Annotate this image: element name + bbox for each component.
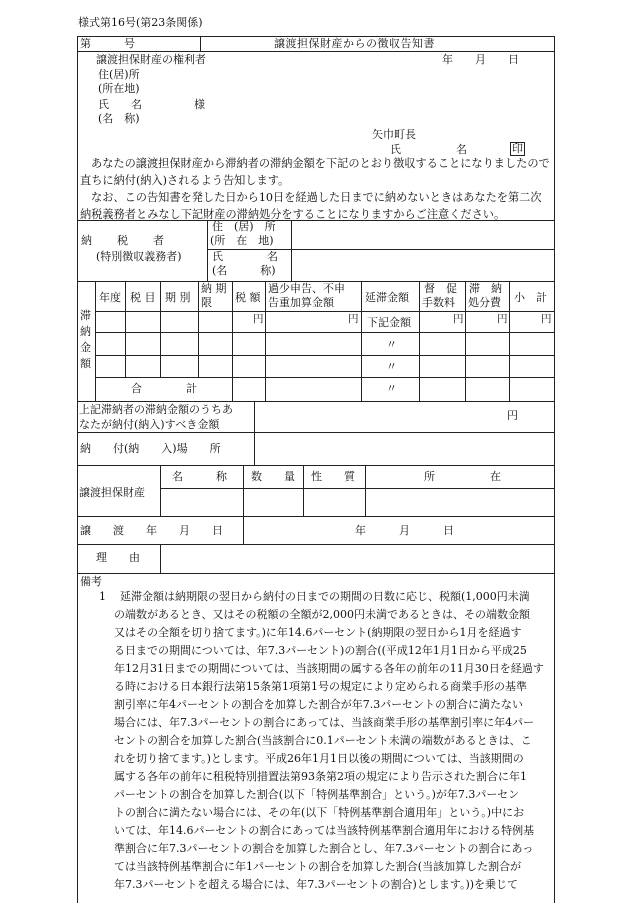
divider [77, 51, 555, 52]
collateral-location-header: 所 在 [424, 470, 501, 483]
divider [291, 220, 292, 281]
divider [77, 432, 555, 433]
ditto-mark: 〃 [386, 338, 397, 351]
header-demand-fee-2: 手数料 [422, 296, 455, 309]
taxpayer-address-label: 住 (居) 所 [212, 220, 276, 233]
remarks-line: 場合には、年7.3パーセントの割合にあっては、当該商業手形の基準割引率に年4パー [114, 716, 535, 729]
taxpayer-label: 納 税 者 [81, 234, 165, 247]
official-seal: 印 [512, 142, 523, 155]
divider [265, 281, 266, 401]
document-title: 譲渡担保財産からの徴収告知書 [274, 37, 435, 50]
divider [465, 281, 466, 401]
divider [77, 220, 555, 221]
taxpayer-location-label: (所 在 地) [210, 234, 274, 247]
header-year: 年度 [99, 291, 121, 304]
yen-unit: 円 [348, 313, 359, 325]
remarks-line: トの割合に満たない場合には、その年(以下「特例基準割合適用年」という。)中にお [114, 806, 525, 819]
divider [200, 36, 201, 51]
divider [232, 281, 233, 401]
collateral-label: 譲渡担保財産 [79, 486, 145, 499]
form-number-label: 様式第16号(第23条関係) [78, 16, 203, 29]
header-tax-item: 税 目 [130, 291, 156, 304]
delinquency-below: 下記金額 [367, 316, 411, 329]
divider [77, 401, 555, 402]
holder-address-label: 住(居)所 [98, 68, 140, 81]
holder-label: 譲渡担保財産の権利者 [96, 53, 206, 66]
reason-label: 理 由 [96, 551, 140, 564]
remarks-line: 又はその全額を切り捨てます。)に年14.6パーセント(納期限の翌日から1月を経過す [114, 626, 522, 639]
divider [198, 281, 199, 377]
divider [160, 465, 161, 516]
issuer-name-label: 氏 名 [390, 143, 467, 156]
divider [77, 544, 555, 545]
remarks-line: いては、年14.6パーセントの割合にあっては当該特例基準割合適用年における特例基 [114, 824, 535, 837]
collateral-name-header: 名 称 [172, 470, 227, 483]
remarks-item-number: 1 [99, 590, 106, 603]
remarks-line: パーセントの割合を加算した割合(以下「特例基準割合」という。)が年7.3パーセン [114, 788, 520, 801]
remarks-line: セントの割合を加算した割合(当該割合に0.1パーセント未満の端数があるときは、こ [114, 734, 532, 747]
divider [243, 465, 244, 516]
divider [95, 281, 96, 401]
yen-unit: 円 [453, 313, 464, 325]
divider [243, 516, 244, 544]
remarks-line: 属する各年の前年に租税特別措置法第93条第2項の規定により告示された割合に年1 [114, 770, 527, 783]
ditto-mark: 〃 [386, 360, 397, 373]
transfer-date-value: 年 月 日 [355, 524, 454, 537]
ditto-mark: 〃 [386, 382, 397, 395]
payable-label-1: 上記滞納者の滞納金額のうちあ [79, 403, 233, 416]
header-underreport-1: 過少申告、不申 [268, 282, 345, 295]
divider [207, 220, 208, 281]
taxpayer-name-label: 氏 名 [212, 250, 278, 263]
remarks-line: 割引率に年4パーセントの割合を加算した割合が年7.3パーセントの割合に満たない [114, 698, 524, 711]
divider [419, 281, 420, 401]
total-label: 合 計 [131, 382, 197, 395]
issuer-org: 矢巾町長 [372, 128, 416, 141]
payable-label-2: なたが納付(納入)すべき金額 [79, 418, 220, 431]
remarks-title: 備考 [80, 575, 102, 588]
remarks-line: ては当該特例基準割合に年1パーセントの割合を加算した割合(当該加算した割合が [114, 860, 522, 873]
divider [160, 488, 555, 489]
divider [77, 573, 555, 574]
header-deadline-1: 納 期 [201, 282, 227, 295]
remarks-line: の端数があるとき、又はその税額の全額が2,000円未満であるときは、その端数金額 [114, 608, 531, 621]
arrears-side-label: 滞 納 金 額 [80, 309, 91, 370]
divider [303, 465, 304, 516]
divider [77, 465, 555, 466]
header-period: 期 別 [165, 291, 191, 304]
honorific: 様 [194, 98, 205, 111]
header-deadline-2: 限 [201, 296, 212, 309]
header-delinquency: 延滞金額 [365, 291, 409, 304]
notice-paragraph-1: あなたの譲渡担保財産から滞納者の滞納金額を下記のとおり徴収することになりましたので直ちに納付(納入)されるよう告知します。 [80, 157, 550, 187]
divider [95, 355, 555, 356]
yen-unit: 円 [497, 313, 508, 325]
collateral-nature-header: 性 質 [311, 470, 355, 483]
header-demand-fee-1: 督 促 [424, 282, 457, 295]
remarks-line: る時における日本銀行法第15条第1項第1号の規定により定められる商業手形の基準 [114, 680, 527, 693]
transfer-date-label: 譲 渡 年 月 日 [80, 524, 223, 537]
divider [509, 281, 510, 401]
holder-company-label: (名 称) [98, 112, 140, 125]
yen-unit: 円 [541, 313, 552, 325]
divider [125, 281, 126, 377]
remarks-line: 年12月31日までの期間については、当該期間の属する各年の前年の11月30日を経過す [114, 662, 544, 675]
taxpayer-company-label: (名 称) [212, 264, 276, 277]
divider [95, 377, 555, 378]
remarks-line: る日までの期間については、年7.3パーセント)の割合((平成12年1月1日から平成25 [114, 644, 527, 657]
divider [254, 401, 255, 432]
divider [365, 465, 366, 516]
divider [95, 311, 555, 312]
collateral-quantity-header: 数 量 [251, 470, 295, 483]
divider [254, 432, 255, 465]
divider [160, 281, 161, 377]
header-tax-amount: 税 額 [235, 291, 261, 304]
header-subtotal: 小 計 [514, 291, 547, 304]
payment-place-label: 納 付(納 入)場 所 [80, 442, 221, 455]
notice-paragraph-2: なお、この告知書を発した日から10日を経過した日までに納めないときはあなたを第二次納税義務者とみなし下記財産の滞納処分をすることになりますからご注意ください。 [80, 191, 542, 221]
holder-location-label: (所在地) [98, 82, 140, 95]
yen-unit: 円 [253, 313, 264, 325]
remarks-line: 延滞金額は納期限の翌日から納付の日までの期間の日数に応じ、税額(1,000円未満 [120, 590, 530, 603]
header-underreport-2: 告重加算金額 [268, 296, 334, 309]
divider [160, 544, 161, 573]
payable-yen: 円 [507, 409, 518, 422]
header-disposal-fee-2: 処分費 [468, 296, 501, 309]
header-disposal-fee-1: 滞 納 [469, 282, 502, 295]
notice-date: 年 月 日 [442, 53, 519, 66]
divider [77, 516, 555, 517]
remarks-line: れを切り捨てます。)とします。平成26年1月1日以後の期間については、当該期間の [114, 752, 524, 765]
notice-number-label: 第 号 [80, 37, 135, 50]
holder-name-label: 氏 名 [98, 98, 142, 111]
divider [361, 281, 362, 401]
taxpayer-sub-label: (特別徴収義務者) [96, 250, 182, 263]
remarks-line: 準割合に年7.3パーセントの割合を加算した割合とし、年7.3パーセントの割合にあっ [114, 842, 534, 855]
remarks-line: 年7.3パーセントを超える場合には、年7.3パーセントの割合)とします。))を乗じて [114, 878, 519, 891]
divider [95, 332, 555, 333]
